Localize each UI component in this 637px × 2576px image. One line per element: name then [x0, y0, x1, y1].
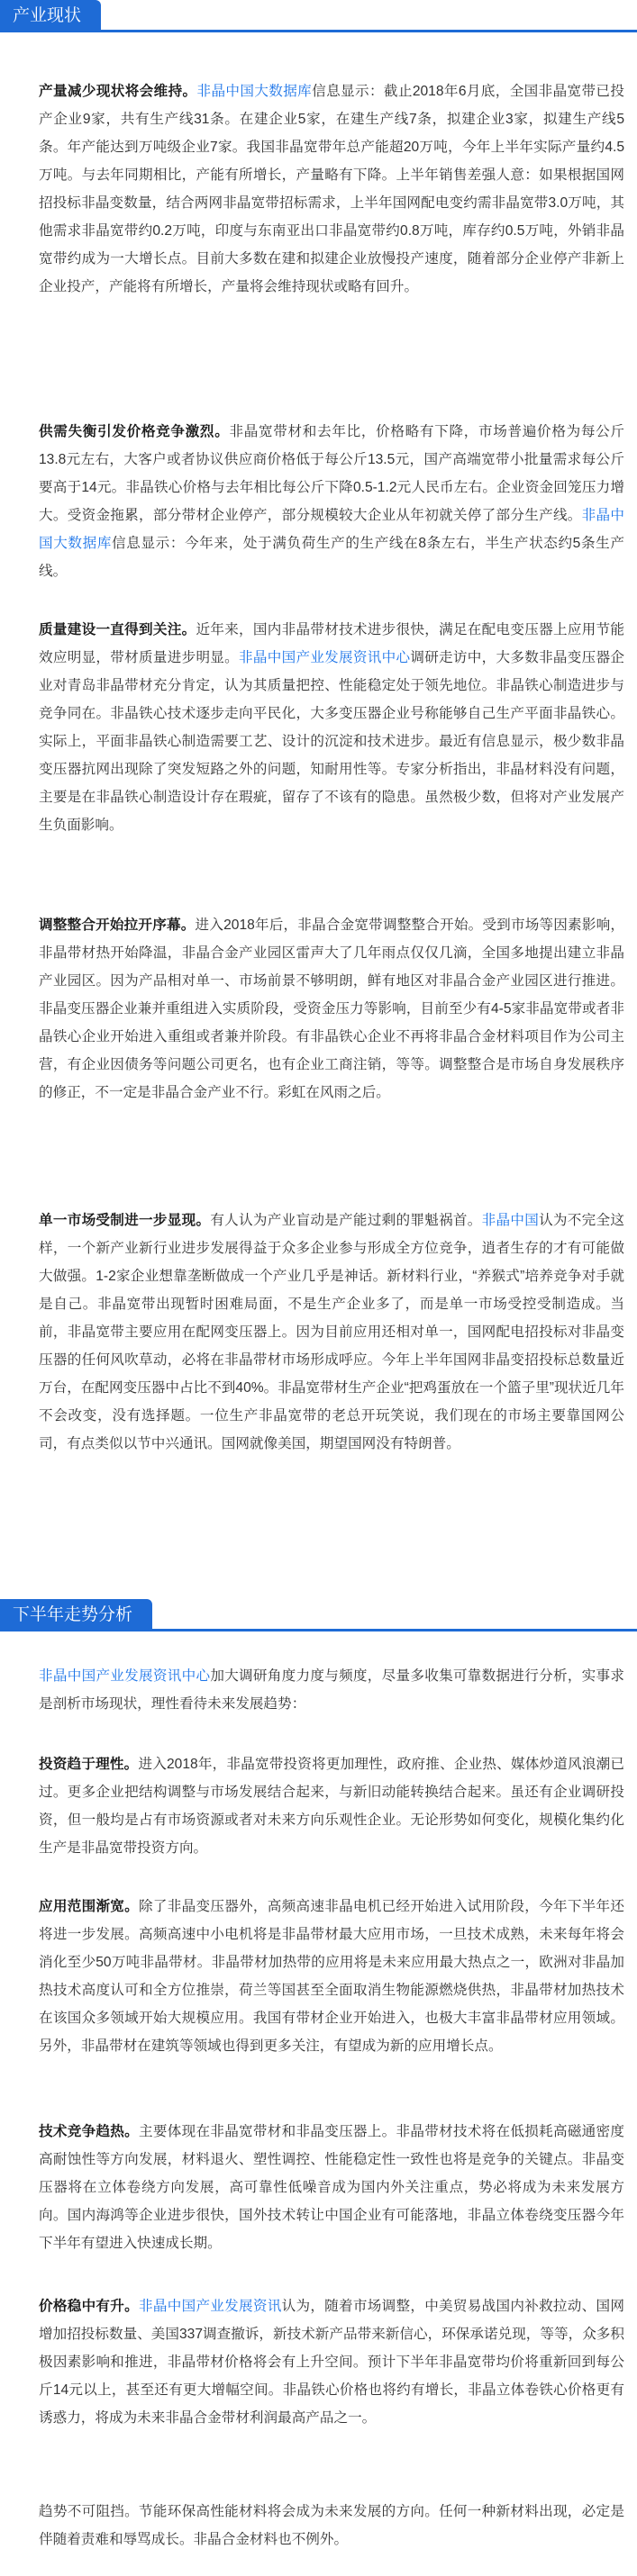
paragraph-integration [13, 911, 624, 1107]
paragraph-technology [13, 2118, 624, 2257]
paragraph-quality [13, 616, 624, 839]
paragraph-text: 信息显示：今年来，处于满负荷生产的生产线在8条左右，半生产状态约5条生产线。 [39, 536, 624, 579]
paragraph-intro [13, 1662, 624, 1718]
database-link[interactable]: 非晶中国大数据库 [196, 84, 313, 99]
amorphous-china-link[interactable]: 非晶中国 [481, 1213, 540, 1228]
paragraph-price [13, 418, 624, 585]
section-title: 下半年走势分析 [0, 1599, 152, 1631]
paragraph-lead: 应用范围渐宽。 [39, 1899, 140, 1914]
paragraph-lead: 产量减少现状将会维持。 [39, 84, 197, 99]
paragraph-text: 认为，随着市场调整，中美贸易战国内补救拉动、国网增加招投标数量、美国337调查撤诉，新技术新产品带来新信心，环保承诺兑现，等等，众多积极因素影响和推进，非晶带材价格将会有上升空间。预计下半年非晶宽带均价将重新回到每公斤14元以上，甚至还有更大增幅空间。非晶铁心价格也将约有增长，非晶立体卷铁心价格更有诱惑力，将成为未来非晶合金带材利润最高产品之一。 [39, 2299, 624, 2426]
paragraph-text: 进入2018年，非晶宽带投资将更加理性，政府推、企业热、媒体炒道风浪潮已过。更多企业把结构调整与市场发展结合起来，与新旧动能转换结合起来。虽还有企业调研投资，但一般均是占有市场资源或者对未来方向乐观性企业。无论形势如何变化，规模化集约化生产是非晶宽带投资方向。 [39, 1757, 624, 1856]
paragraph-lead: 价格稳中有升。 [39, 2299, 140, 2314]
section-title: 产业现状 [0, 0, 101, 32]
info-center-link[interactable]: 非晶中国产业发展资讯中心 [39, 1668, 211, 1684]
section-header-outlook [0, 1599, 637, 1637]
section-header-status [0, 0, 637, 38]
paragraph-lead: 质量建设一直得到关注。 [39, 622, 196, 637]
paragraph-lead: 供需失衡引发价格竞争激烈。 [39, 424, 230, 439]
paragraph-text: 近年来，国内非晶带材技术进步很快，满足在配电变压器上应用节能效应明显，带材质量进步明显。 [39, 622, 624, 665]
paragraph-text: 认为不完全这样，一个新产业新行业进步发展得益于众多企业参与形成全方位竞争，逍者生存的才有可能做大做强。1-2家企业想靠垄断做成一个产业几乎是神话。新材料行业，“养猴式”培养竞争对手就是自己。非晶宽带出现暂时困难局面，不是生产企业多了，而是单一市场受控受制造成。当前，非晶宽带主要应用在配网变压器上。因为目前应用还相对单一，国网配电招投标对非晶变压器的任何风吹草动，必将在非晶带材市场形成呼应。今年上半年国网非晶变招投标总数量近万台，在配网变压器中占比不到40%。非晶宽带材生产企业“把鸡蛋放在一个篮子里”现状近几年不会改变，没有选择题。一位生产非晶宽带的老总开玩笑说，我们现在的市场主要靠国网公司，有点类似以节中兴通讯。国网就像美国，期望国网没有特朗普。 [39, 1213, 624, 1451]
paragraph-single-market [13, 1207, 624, 1458]
paragraph-text: 进入2018年后，非晶合金宽带调整整合开始。受到市场等因素影响，非晶带材热开始降温，非晶合金产业园区雷声大了几年雨点仅仅几滴，全国多地提出建立非晶产业园区。因为产品相对单一、市场前景不够明朗，鲜有地区对非晶合金产业园区进行推进。非晶变压器企业兼并重组进入实质阶段，受资金压力等影响，目前至少有4-5家非晶宽带或者非晶铁心企业开始进入重组或者兼并阶段。有非晶铁心企业不再将非晶合金材料项目作为公司主营，有企业因债务等问题公司更名，也有企业工商注销，等等。调整整合是市场自身发展秩序的修正，不一定是非晶合金产业不行。彩虹在风雨之后。 [39, 917, 624, 1100]
paragraph-text: 调研走访中，大多数非晶变压器企业对青岛非晶带材充分肯定，认为其质量把控、性能稳定处于领先地位。非晶铁心制造进步与竞争同在。非晶铁心技术逐步走向平民化，大多变压器企业号称能够自己生产平面非晶铁心。实际上，平面非晶铁心制造需要工艺、设计的沉淀和技术进步。最近有信息显示，极少数非晶变压器抗网出现除了突发短路之外的问题，知耐用性等。专家分析指出，非晶材料没有问题，主要是在非晶铁心制造设计存在瑕疵，留存了不该有的隐患。虽然极少数，但将对产业发展产生负面影响。 [39, 650, 624, 833]
paragraph-capacity [13, 77, 624, 301]
paragraph-text: 主要体现在非晶宽带材和非晶变压器上。非晶带材技术将在低损耗高磁通密度高耐蚀性等方向发展，材料退火、塑性调控、性能稳定性一致性也将是竞争的关键点。非晶变压器将在立体卷绕方向发展，高可靠性低噪音成为国内外关注重点，势必将成为未来发展方向。国内海鸿等企业进步很快，国外技术转让中国企业有可能落地，非晶立体卷绕变压器今年下半年有望进入快速成长期。 [39, 2124, 624, 2251]
paragraph-lead: 投资趋于理性。 [39, 1757, 139, 1772]
info-link[interactable]: 非晶中国产业发展资讯 [139, 2299, 282, 2314]
info-center-link[interactable]: 非晶中国产业发展资讯中心 [239, 650, 411, 665]
paragraph-text: 信息显示：截止2018年6月底，全国非晶宽带已投产企业9家，共有生产线31条。在建企业5家，在建生产线7条，拟建企业3家，拟建生产线5条。年产能达到万吨级企业7家。我国非晶宽带年总产能超20万吨，今年上半年实际产量约4.5万吨。与去年同期相比，产能有所增长，产量略有下降。上半年销售差强人意：如果根据国网招投标非晶变数量，结合两网非晶宽带招标需求，上半年国网配电变约需非晶宽带3.0万吨，其他需求非晶宽带约0.2万吨，印度与东南亚出口非晶宽带约0.8万吨，库存约0.5万吨，外销非晶宽带约成为一大增长点。目前大多数在建和拟建企业放慢投产速度，随着部分企业停产非新上企业投产，产能将有所增长，产量将会维持现状或略有回升。 [39, 84, 624, 294]
paragraph-investment [13, 1750, 624, 1862]
paragraph-lead: 单一市场受制进一步显现。 [39, 1213, 211, 1228]
paragraph-application [13, 1893, 624, 2060]
paragraph-text: 加大调研角度力度与频度，尽量多收集可靠数据进行分析，实事求是剖析市场现状，理性看待未来发展趋势： [39, 1668, 624, 1712]
paragraph-price-outlook [13, 2292, 624, 2432]
paragraph-text: 趋势不可阻挡。节能环保高性能材料将会成为未来发展的方向。任何一种新材料出现，必定是伴随着责难和辱骂成长。非晶合金材料也不例外。 [39, 2504, 624, 2547]
paragraph-text: 有人认为产业盲动是产能过剩的罪魁祸首。 [210, 1213, 482, 1228]
database-link[interactable]: 非晶中国大数据库 [39, 508, 624, 551]
paragraph-lead: 技术竞争趋热。 [39, 2124, 140, 2139]
paragraph-text: 非晶宽带材和去年比，价格略有下降，市场普遍价格为每公斤13.8元左右，大客户或者协议供应商价格低于每公斤13.5元，国产高端宽带小批量需求每公斤要高于14元。非晶铁心价格与去年相比每公斤下降0.5-1.2元人民币左右。企业资金回笼压力增大。受资金拖累，部分带材企业停产，部分规模较大企业从年初就关停了部分生产线。 [39, 424, 624, 523]
paragraph-lead: 调整整合开始拉开序幕。 [39, 917, 196, 933]
paragraph-closing [13, 2498, 624, 2553]
paragraph-text: 除了非晶变压器外，高频高速非晶电机已经开始进入试用阶段，今年下半年还将进一步发展。高频高速中小电机将是非晶带材最大应用市场，一旦技术成熟，未来每年将会消化至少50万吨非晶带材。非晶带材加热带的应用将是未来应用最大热点之一，欧洲对非晶加热技术高度认可和全方位推崇，荷兰等国甚至全面取消生物能源燃烧供热，非晶带材加热技术在该国众多领域开始大规模应用。我国有带材企业开始进入，也极大丰富非晶带材应用领域。另外，非晶带材在建筑等领域也得到更多关注，有望成为新的应用增长点。 [39, 1899, 624, 2054]
